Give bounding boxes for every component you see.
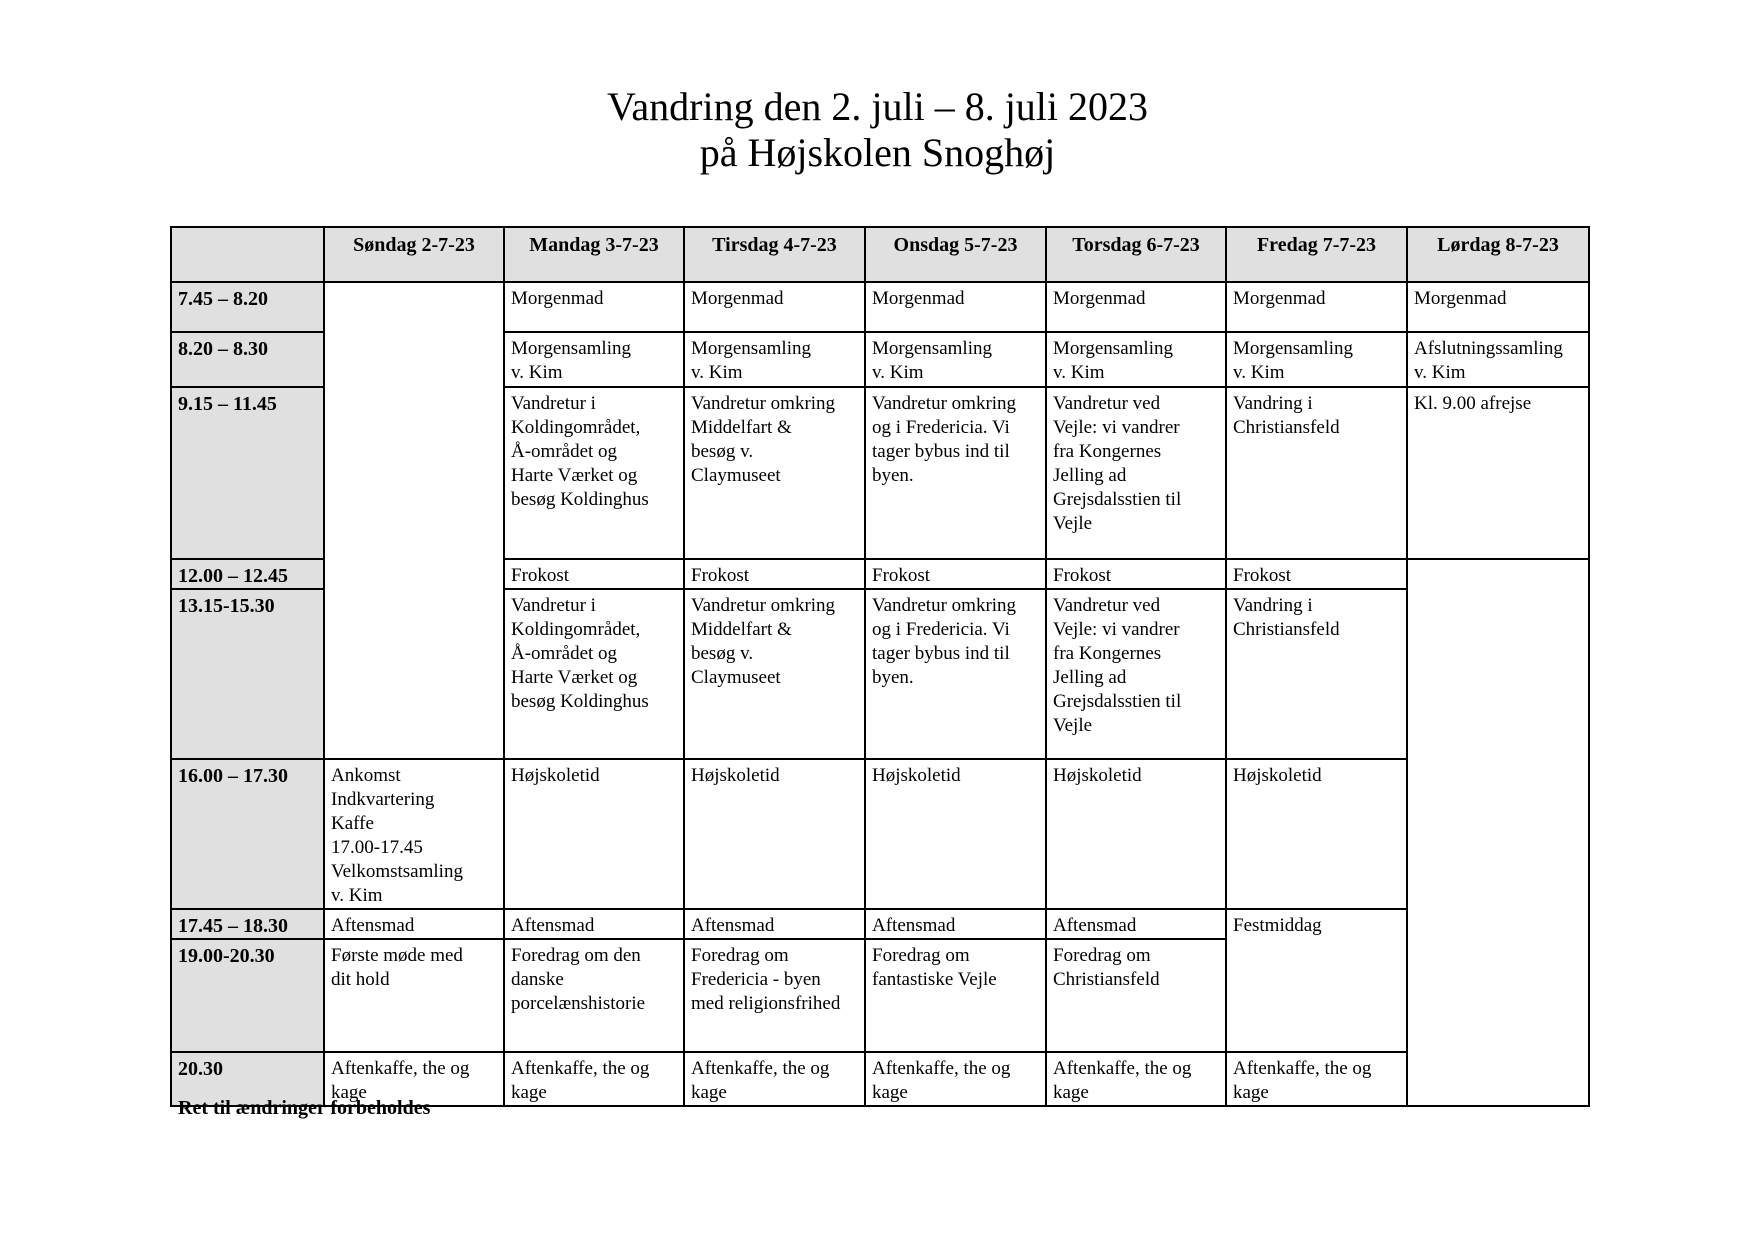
schedule-cell: Frokost: [1226, 559, 1407, 589]
schedule-cell: Morgensamling v. Kim: [865, 332, 1046, 387]
footer-note: Ret til ændringer forbeholdes: [178, 1097, 431, 1119]
day-header: Lørdag 8-7-23: [1407, 227, 1589, 282]
document-title: [0, 84, 1755, 176]
title-line-2: på Højskolen Snoghøj: [699, 130, 1056, 175]
schedule-cell: Aftenkaffe, the og kage: [684, 1052, 865, 1106]
schedule-cell: Morgensamling v. Kim: [1226, 332, 1407, 387]
day-header: Søndag 2-7-23: [324, 227, 504, 282]
schedule-cell: Højskoletid: [1226, 759, 1407, 909]
day-header: Tirsdag 4-7-23: [684, 227, 865, 282]
schedule-table: [170, 226, 1590, 1107]
schedule-cell: Morgenmad: [1046, 282, 1226, 332]
schedule-cell: Vandring i Christiansfeld: [1226, 589, 1407, 759]
day-header: Fredag 7-7-23: [1226, 227, 1407, 282]
schedule-cell: Aftenkaffe, the og kage: [1046, 1052, 1226, 1106]
schedule-cell: Foredrag om Christiansfeld: [1046, 939, 1226, 1052]
schedule-cell: Foredrag om fantastiske Vejle: [865, 939, 1046, 1052]
schedule-cell: Aftensmad: [324, 909, 504, 939]
table-row: [171, 759, 1589, 909]
schedule-cell: Højskoletid: [1046, 759, 1226, 909]
time-cell: 20.30: [171, 1052, 324, 1106]
table-row: [171, 282, 1589, 332]
schedule-cell: Vandretur i Koldingområdet, Å-området og Harte Værket og besøg Koldinghus: [504, 589, 684, 759]
schedule-cell: Vandring i Christiansfeld: [1226, 387, 1407, 559]
schedule-cell: Vandretur omkring Middelfart & besøg v. Claymuseet: [684, 387, 865, 559]
schedule-cell: Aftenkaffe, the og kage: [1226, 1052, 1407, 1106]
schedule-cell: Morgenmad: [865, 282, 1046, 332]
schedule-cell: Frokost: [684, 559, 865, 589]
schedule-cell: Højskoletid: [865, 759, 1046, 909]
empty-cell: [1407, 559, 1589, 1106]
schedule-cell: Højskoletid: [504, 759, 684, 909]
schedule-cell: Vandretur omkring og i Fredericia. Vi tager bybus ind til byen.: [865, 387, 1046, 559]
time-cell: 17.45 – 18.30: [171, 909, 324, 939]
schedule-cell: Ankomst Indkvartering Kaffe 17.00-17.45 Velkomstsamling v. Kim: [324, 759, 504, 909]
day-header: Onsdag 5-7-23: [865, 227, 1046, 282]
schedule-cell: Morgenmad: [684, 282, 865, 332]
time-cell: 13.15-15.30: [171, 589, 324, 759]
time-cell: 12.00 – 12.45: [171, 559, 324, 589]
schedule-cell: Morgensamling v. Kim: [504, 332, 684, 387]
empty-cell: [324, 282, 504, 759]
schedule-cell: Frokost: [504, 559, 684, 589]
schedule-cell: Aftenkaffe, the og kage: [865, 1052, 1046, 1106]
time-cell: 7.45 – 8.20: [171, 282, 324, 332]
schedule-cell: Aftensmad: [1046, 909, 1226, 939]
schedule-cell: Morgenmad: [504, 282, 684, 332]
schedule-cell: Aftensmad: [504, 909, 684, 939]
schedule-cell: Første møde med dit hold: [324, 939, 504, 1052]
schedule-cell: Vandretur i Koldingområdet, Å-området og Harte Værket og besøg Koldinghus: [504, 387, 684, 559]
schedule-cell: Højskoletid: [684, 759, 865, 909]
time-cell: 19.00-20.30: [171, 939, 324, 1052]
schedule-cell: Morgensamling v. Kim: [1046, 332, 1226, 387]
schedule-cell-festmiddag: Festmiddag: [1226, 909, 1407, 1052]
schedule-cell: Morgensamling v. Kim: [684, 332, 865, 387]
schedule-cell: Morgenmad: [1226, 282, 1407, 332]
time-cell: 9.15 – 11.45: [171, 387, 324, 559]
table-row: [171, 909, 1589, 939]
header-corner: [171, 227, 324, 282]
schedule-cell: Vandretur omkring Middelfart & besøg v. Claymuseet: [684, 589, 865, 759]
schedule-cell: Frokost: [1046, 559, 1226, 589]
schedule-cell: Foredrag om Fredericia - byen med religionsfrihed: [684, 939, 865, 1052]
schedule-cell: Aftenkaffe, the og kage: [504, 1052, 684, 1106]
schedule-cell: Aftensmad: [684, 909, 865, 939]
day-header: Torsdag 6-7-23: [1046, 227, 1226, 282]
schedule-cell: Vandretur ved Vejle: vi vandrer fra Kongernes Jelling ad Grejsdalsstien til Vejle: [1046, 589, 1226, 759]
schedule-cell: Afslutningssamling v. Kim: [1407, 332, 1589, 387]
schedule-cell: Foredrag om den danske porcelænshistorie: [504, 939, 684, 1052]
schedule-cell: Vandretur ved Vejle: vi vandrer fra Kongernes Jelling ad Grejsdalsstien til Vejle: [1046, 387, 1226, 559]
schedule-cell: Aftenkaffe, the og kage: [324, 1052, 504, 1106]
schedule-cell: Vandretur omkring og i Fredericia. Vi tager bybus ind til byen.: [865, 589, 1046, 759]
schedule-cell: Morgenmad: [1407, 282, 1589, 332]
time-cell: 8.20 – 8.30: [171, 332, 324, 387]
day-header: Mandag 3-7-23: [504, 227, 684, 282]
schedule-cell: Frokost: [865, 559, 1046, 589]
time-cell: 16.00 – 17.30: [171, 759, 324, 909]
schedule-cell: Kl. 9.00 afrejse: [1407, 387, 1589, 559]
title-line-1: Vandring den 2. juli – 8. juli 2023: [606, 84, 1149, 129]
schedule-cell: Aftensmad: [865, 909, 1046, 939]
header-row: [171, 227, 1589, 282]
